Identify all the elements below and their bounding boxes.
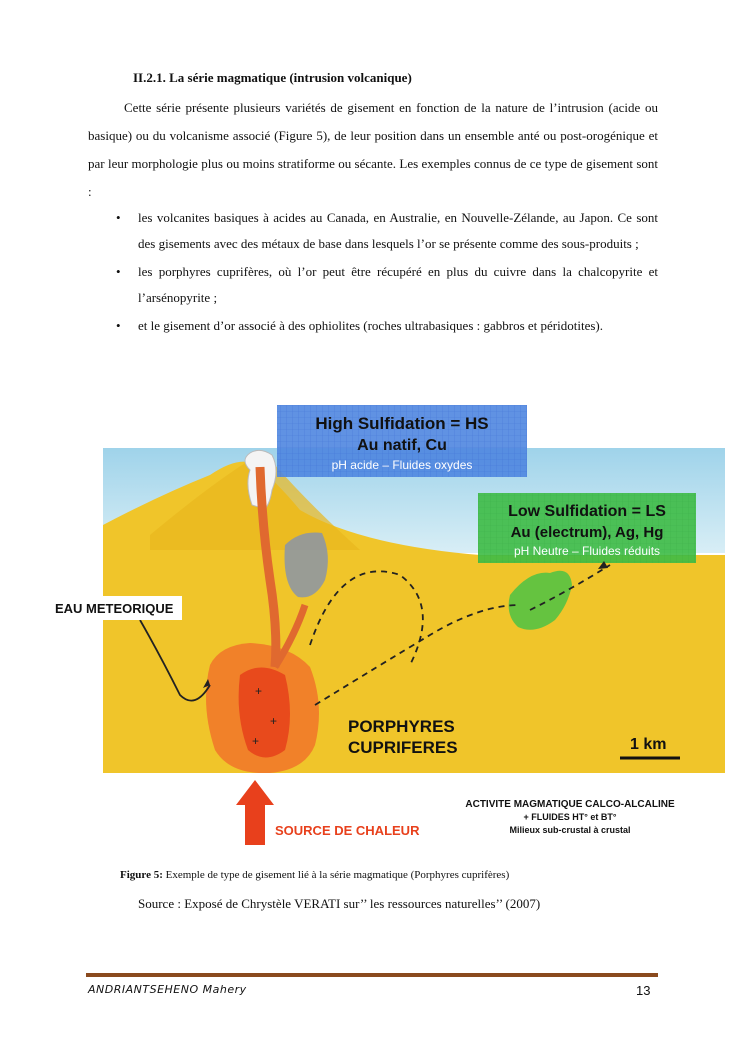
list-item-text: et le gisement d’or associé à des ophiolites (roches ultrabasiques : gabbros et péridotites).	[138, 318, 603, 333]
svg-text:+: +	[252, 734, 260, 748]
caption-text: Exemple de type de gisement lié à la série magmatique (Porphyres cuprifères)	[162, 869, 510, 881]
activite-line-2: + FLUIDES HT° et BT°	[523, 812, 617, 822]
eau-label: EAU METEORIQUE	[55, 601, 174, 616]
geology-diagram	[55, 405, 728, 855]
hs-title: High Sulfidation = HS	[315, 414, 489, 433]
section-heading: II.2.1. La série magmatique (intrusion volcanique)	[133, 70, 412, 85]
figure-5-diagram	[55, 405, 728, 855]
hs-ph: pH acide – Fluides oxydes	[331, 458, 473, 472]
list-item	[88, 259, 658, 311]
porphyry-core	[239, 668, 290, 758]
svg-text:+: +	[270, 714, 278, 728]
ls-metals: Au (electrum), Ag, Hg	[510, 524, 664, 541]
bullet-icon: •	[116, 318, 121, 333]
figure-source: Source : Exposé de Chrystèle VERATI sur’’ les ressources naturelles’’ (2007)	[138, 896, 541, 911]
page-number: 13	[636, 983, 651, 998]
bullet-icon: •	[116, 264, 121, 279]
activite-line-1: ACTIVITE MAGMATIQUE CALCO-ALCALINE	[465, 799, 675, 810]
intro-paragraph	[88, 94, 658, 206]
scale-label: 1 km	[630, 736, 667, 753]
caption-label: Figure 5:	[120, 869, 163, 881]
ls-ph: pH Neutre – Fluides réduits	[513, 544, 661, 558]
list-item	[88, 313, 658, 339]
footer-author: ANDRIANTSEHENO Mahery	[88, 983, 247, 996]
list-item	[88, 205, 658, 257]
source-chaleur-label: SOURCE DE CHALEUR	[275, 823, 420, 838]
porphyres-label-2: CUPRIFERES	[348, 738, 458, 757]
list-item-text: les porphyres cuprifères, où l’or peut être récupéré en plus du cuivre dans la chalcopyrite et l’arsénopyrite ;	[138, 264, 658, 305]
porphyres-label-1: PORPHYRES	[348, 717, 455, 736]
hs-metals: Au natif, Cu	[357, 437, 447, 454]
list-item-text: les volcanites basiques à acides au Canada, en Australie, en Nouvelle-Zélande, au Japon. Ce sont des gisements avec des métaux de base dans lesquels l’or se présente comme des sous-produits ;	[138, 210, 658, 251]
figure-caption	[120, 869, 509, 881]
bullet-list	[88, 205, 658, 341]
ls-title: Low Sulfidation = LS	[508, 503, 666, 520]
footer-divider	[86, 973, 658, 977]
svg-text:+: +	[255, 684, 263, 698]
bullet-icon: •	[116, 210, 121, 225]
activite-line-3: Milieux sub-crustal à crustal	[509, 825, 631, 835]
intro-paragraph-text: Cette série présente plusieurs variétés de gisement en fonction de la nature de l’intrusion (acide ou basique) ou du volcanisme associé (Figure 5), de leur position dans un ensemble anté ou post-orogénique et par leur morphologie plus ou moins stratiforme ou sécante. Les exemples connus de ce type de gisement sont :	[88, 100, 658, 199]
